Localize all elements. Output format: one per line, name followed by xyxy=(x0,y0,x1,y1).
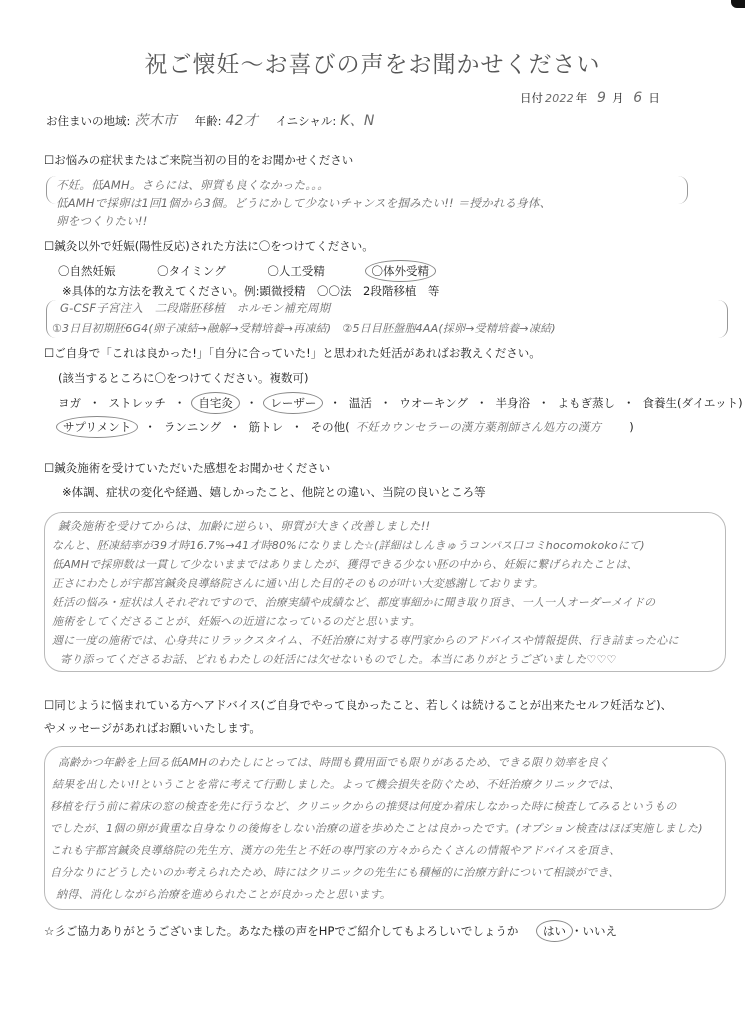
separator: ・ xyxy=(538,396,550,410)
q4-answer-line: 週に一度の施術では、心身共にリラックスタイム、不妊治療に対する専門家からのアドバイスや情報提供、行き詰まった心に xyxy=(52,634,679,647)
separator: ・ xyxy=(229,420,241,434)
date-label: 日付 xyxy=(520,91,543,105)
item-stretch[interactable]: ストレッチ xyxy=(108,396,166,410)
q2-answer-line: ①3日目初期胚6G4(卵子凍結→融解→受精培養→再凍結) ②5日目胚盤胞4AA(採卵→受精培養→凍結) xyxy=(52,322,556,335)
q2-heading: ☐鍼灸以外で妊娠(陽性反応)された方法に〇をつけてください。 xyxy=(44,239,374,253)
q5-answer-line: 移植を行う前に着床の窓の検査を先に行うなど、クリニックからの推奨は何度か着床しなかった時に検査してみるというもの xyxy=(50,800,677,813)
q3-note: (該当するところに〇をつけてください。複数可) xyxy=(58,371,309,385)
q3-items-row2 xyxy=(58,419,634,435)
form-title: 祝ご懐妊〜お喜びの声をお聞かせください xyxy=(144,52,601,78)
separator: ・ xyxy=(571,924,583,938)
separator: ・ xyxy=(144,420,156,434)
consent-question: ☆彡ご協力ありがとうございました。あなた様の声をHPでご紹介してもよろしいでしょうか xyxy=(44,924,519,938)
item-yoga[interactable]: ヨガ xyxy=(58,396,81,410)
q4-answer-line: 鍼灸施術を受けてからは、加齢に逆らい、卵質が大きく改善しました!! xyxy=(58,519,431,533)
q5-answer-line: 結果を出したい!!ということを常に考えて行動しました。よって機会損失を防ぐため、不妊治療クリニックでは、 xyxy=(52,778,621,791)
consent-row xyxy=(44,923,617,939)
initials-value: K、N xyxy=(340,113,375,129)
q1-answer-line: 卵をつくりたい!! xyxy=(56,214,148,228)
item-supplement-selected[interactable]: サプリメント xyxy=(56,416,138,438)
q4-answer-box xyxy=(44,512,726,672)
separator: ・ xyxy=(245,396,258,410)
option-timing[interactable]: 〇タイミング xyxy=(157,264,226,278)
q2-options xyxy=(58,263,474,279)
region-value: 茨木市 xyxy=(134,113,177,129)
option-ivf-selected[interactable]: 〇体外受精 xyxy=(365,260,437,282)
month-label: 月 xyxy=(612,91,624,105)
separator: ・ xyxy=(379,396,392,410)
q5-answer-line: でしたが、1個の卵が貴重な自身なりの後悔をしない治療の道を歩めたことは良かったです。(オプション検査はほぼ実施しました) xyxy=(50,822,703,835)
item-mugwort-steam[interactable]: よもぎ蒸し xyxy=(557,396,616,410)
q5-answer-line: 高齢かつ年齢を上回る低AMHのわたしにとっては、時間も費用面でも限りがあるため、できる限り効率を良く xyxy=(58,756,610,769)
option-natural-pregnancy[interactable]: 〇自然妊娠 xyxy=(58,264,116,278)
q1-answer-line: 低AMHで採卵は1回1個から3個。どうにかして少ないチャンスを掴みたい!! ＝授かれる身体、 xyxy=(56,196,552,210)
q1-answer-line: 不妊。低AMH。さらには、卵質も良くなかった。。。 xyxy=(56,178,329,192)
item-diet[interactable]: 食養生(ダイエット) xyxy=(642,396,743,410)
respondent-info xyxy=(46,110,389,130)
date-field xyxy=(520,90,660,106)
item-warming[interactable]: 温活 xyxy=(348,396,372,410)
region-label: お住まいの地域: xyxy=(46,114,131,128)
q4-heading: ☐鍼灸施術を受けていただいた感想をお聞かせください xyxy=(44,461,331,475)
q5-answer-line: これも宇都宮鍼灸良導絡院の先生方、漢方の先生と不妊の専門家の方々からたくさんの情報やアドバイスを頂き、 xyxy=(50,844,621,857)
item-half-bath[interactable]: 半身浴 xyxy=(495,396,531,410)
date-day: 6 xyxy=(633,90,643,106)
separator: ・ xyxy=(476,396,488,410)
separator: ・ xyxy=(623,396,635,410)
q5-heading-line2: やメッセージがあればお願いいたします。 xyxy=(44,721,261,735)
q3-items-row1 xyxy=(58,395,743,411)
q4-answer-line: なんと、胚凍結率が39才時16.7%→41才時80%になりました☆(詳細はしんきゅうコンパス口コミhocomokokoにて) xyxy=(52,539,645,552)
q5-answer-line: 自分なりにどうしたいのか考えられたため、時にはクリニックの先生にも積極的に治療方針について相談ができ、 xyxy=(50,866,620,879)
item-laser-selected[interactable]: レーザー xyxy=(263,392,323,414)
q5-heading-line1: ☐同じように悩まれている方へアドバイス(ご自身でやって良かったこと、若しくは続けることが出来たセルフ妊活など)、 xyxy=(44,698,673,712)
separator: ・ xyxy=(173,396,186,410)
q5-answer-line: 納得、消化しながら治療を進められたことが良かったと思います。 xyxy=(56,888,392,901)
q4-note: ※体調、症状の変化や経過、嬉しかったこと、他院との違い、当院の良いところ等 xyxy=(62,485,486,499)
other-close: ) xyxy=(629,420,634,434)
separator: ・ xyxy=(329,396,341,410)
q1-heading: ☐お悩みの症状またはご来院当初の目的をお聞かせください xyxy=(44,153,354,167)
item-running[interactable]: ランニング xyxy=(163,420,222,434)
year-label: 年 xyxy=(575,91,588,105)
option-artificial-insemination[interactable]: 〇人工受精 xyxy=(267,264,325,278)
q4-answer-line: 寄り添ってくださるお話、どれもわたしの妊活には欠せないものでした。本当にありがとうございました♡♡♡ xyxy=(60,653,617,666)
date-month: 9 xyxy=(596,90,607,106)
q2-answer-line: G-CSF子宮注入 二段階胚移植 ホルモン補充周期 xyxy=(60,301,331,315)
consent-no[interactable]: いいえ xyxy=(582,924,618,938)
other-value[interactable]: 不妊カウンセラーの漢方薬剤師さん処方の漢方 xyxy=(355,420,602,434)
other-label: その他( xyxy=(310,420,350,434)
item-walking[interactable]: ウオーキング xyxy=(399,396,469,410)
consent-yes-selected[interactable]: はい xyxy=(536,920,573,942)
separator: ・ xyxy=(89,396,101,410)
scan-corner-mark xyxy=(731,0,745,8)
item-strength-training[interactable]: 筋トレ xyxy=(248,420,284,434)
q4-answer-line: 妊活の悩み・症状は人それぞれですので、治療実績や成績など、都度事細かに聞き取り頂き、一人一人オーダーメイドの xyxy=(52,596,656,609)
initials-label: イニシャル: xyxy=(275,114,337,128)
item-home-moxa-selected[interactable]: 自宅灸 xyxy=(191,392,240,414)
day-label: 日 xyxy=(648,91,660,105)
date-year: 2022 xyxy=(545,92,574,105)
q4-answer-line: 正さにわたしが宇都宮鍼灸良導絡院さんに通い出した目的そのものが叶い大変感謝しております。 xyxy=(52,577,544,590)
age-label: 年齢: xyxy=(194,114,222,128)
age-value: 42才 xyxy=(225,113,258,129)
separator: ・ xyxy=(291,420,303,434)
q2-detail-prompt: ※具体的な方法を教えてください。例:顕微授精 〇〇法 2段階移植 等 xyxy=(62,284,440,298)
q4-answer-line: 施術をしてくださることが、妊娠への近道になっているのだと思います。 xyxy=(52,615,421,628)
q4-answer-line: 低AMHで採卵数は一貫して少ないままではありましたが、獲得できる少ない胚の中から、妊娠に繋げられたことは、 xyxy=(52,558,638,571)
q3-heading: ☐ご自身で「これは良かった!」「自分に合っていた!」と思われた妊活があればお教えください。 xyxy=(44,346,541,360)
